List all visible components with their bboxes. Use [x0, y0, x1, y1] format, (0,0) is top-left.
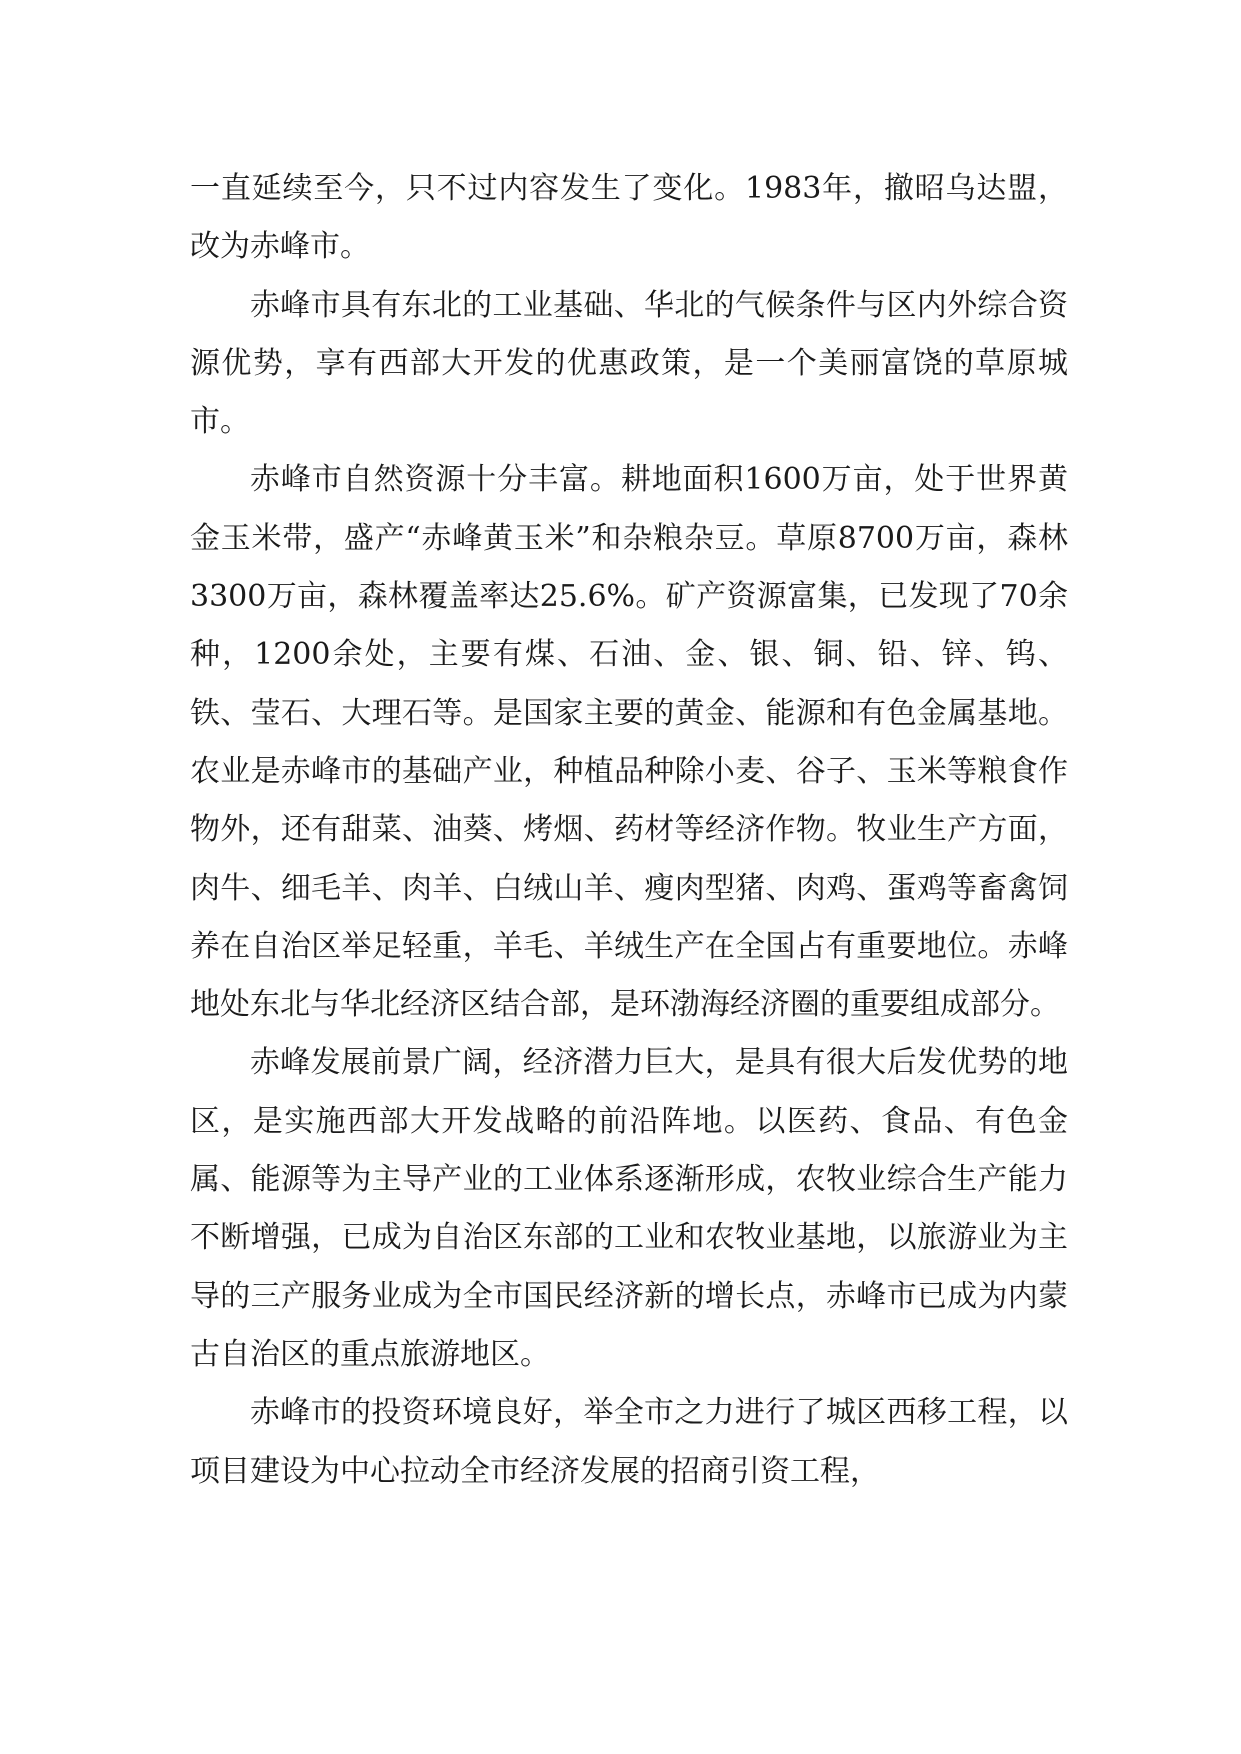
paragraph-overview: 赤峰市具有东北的工业基础、华北的气候条件与区内外综合资源优势，享有西部大开发的优惠政策，是一个美丽富饶的草原城市。: [190, 287, 1068, 440]
document-page: [190, 160, 1068, 1501]
paragraph-investment-environment: 赤峰市的投资环境良好，举全市之力进行了城区西移工程，以项目建设为中心拉动全市经济发展的招商引资工程，: [190, 1395, 1068, 1489]
paragraph-development-prospects: 赤峰发展前景广阔，经济潜力巨大，是具有很大后发优势的地区，是实施西部大开发战略的前沿阵地。以医药、食品、有色金属、能源等为主导产业的工业体系逐渐形成，农牧业综合生产能力不断增强，已成为自治区东部的工业和农牧业基地，以旅游业为主导的三产服务业成为全市国民经济新的增长点，赤峰市已成为内蒙古自治区的重点旅游地区。: [190, 1045, 1068, 1372]
paragraph-continuation: 一直延续至今，只不过内容发生了变化。1983年，撤昭乌达盟，改为赤峰市。: [190, 171, 1068, 265]
paragraph-natural-resources: 赤峰市自然资源十分丰富。耕地面积1600万亩，处于世界黄金玉米带，盛产“赤峰黄玉米”和杂粮杂豆。草原8700万亩，森林3300万亩，森林覆盖率达25.6%。矿产资源富集，已发现了70余种，1200余处，主要有煤、石油、金、银、铜、铅、锌、钨、铁、莹石、大理石等。是国家主要的黄金、能源和有色金属基地。农业是赤峰市的基础产业，种植品种除小麦、谷子、玉米等粮食作物外，还有甜菜、油葵、烤烟、药材等经济作物。牧业生产方面，肉牛、细毛羊、肉羊、白绒山羊、瘦肉型猪、肉鸡、蛋鸡等畜禽饲养在自治区举足轻重，羊毛、羊绒生产在全国占有重要地位。赤峰地处东北与华北经济区结合部，是环渤海经济圈的重要组成部分。: [190, 462, 1068, 1023]
